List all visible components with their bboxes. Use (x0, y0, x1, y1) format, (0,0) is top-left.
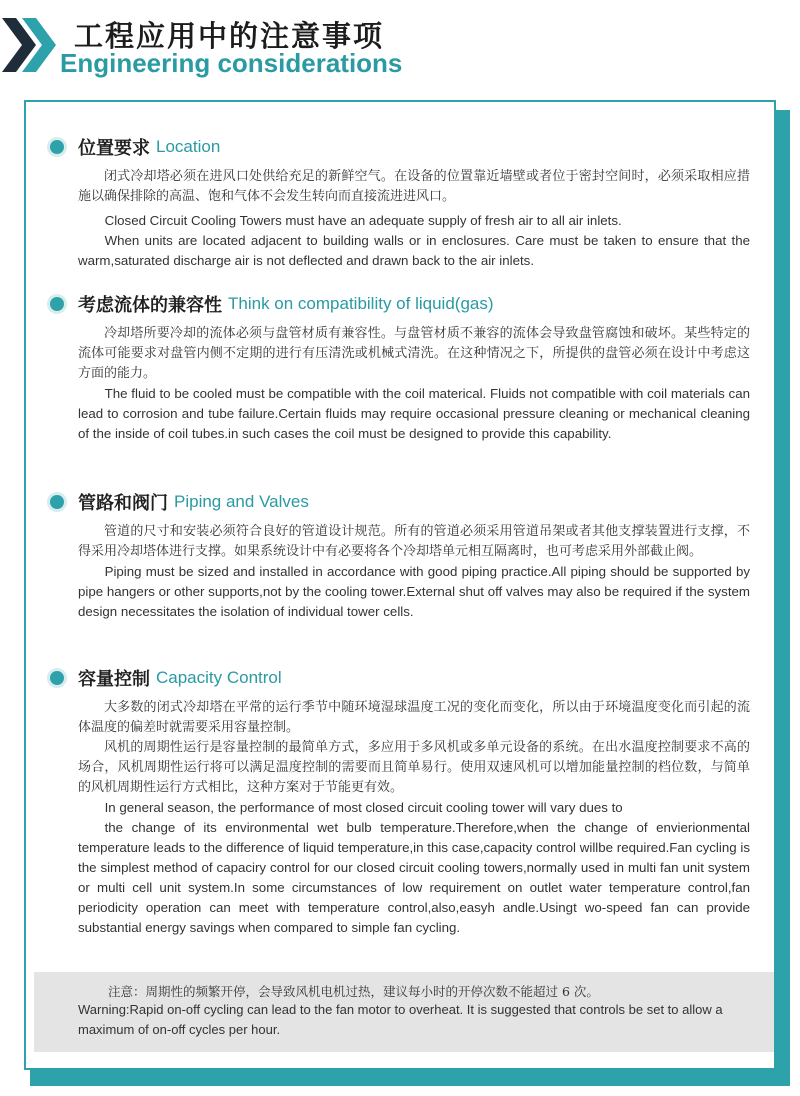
section-title-en: Capacity Control (156, 668, 282, 687)
paragraph-zh: 冷却塔所要冷却的流体必须与盘管材质有兼容性。与盘管材质不兼容的流体会导致盘管腐蚀和破坏。某些特定的流体可能要求对盘管内侧不定期的进行有压清洗或机械式清洗。在这种情况之下，所提供的盘管必须在设计中考虑这方面的能力。 (78, 326, 750, 381)
warning-note-en: Warning:Rapid on-off cycling can lead to the fan motor to overheat. It is suggested that controls be set to allow a maximum of on-off cycles per hour. (78, 1002, 723, 1037)
warning-note-zh: 注意：周期性的频繁开停，会导致风机电机过热，建议每小时的开停次数不能超过 6 次。 (108, 984, 599, 999)
double-chevron-icon (2, 18, 62, 72)
paragraph-zh: 管道的尺寸和安装必须符合良好的管道设计规范。所有的管道必须采用管道吊架或者其他支撑装置进行支撑，不得采用冷却塔体进行支撑。如果系统设计中有必要将各个冷却塔单元相互隔离时，也可考虑采用外部截止阀。 (78, 524, 750, 559)
section-capacity-control (50, 664, 750, 938)
paragraph-en: Piping must be sized and installed in accordance with good piping practice.All piping should be supported by pipe hangers or other supports,not by the cooling tower.External shut off valves may also be required if the system design necessitates the isolation of individual tower cells. (78, 564, 750, 619)
page-title-en: Engineering considerations (60, 48, 403, 78)
section-location (50, 133, 750, 271)
section-title-zh: 位置要求 (78, 138, 150, 159)
section-title-en: Location (156, 137, 221, 156)
paragraph-zh: 风机的周期性运行是容量控制的最简单方式，多应用于多风机或多单元设备的系统。在出水温度控制要求不高的场合，风机周期性运行将可以满足温度控制的需要而且简单易行。使用双速风机可以增加能量控制的档位数，与简单的风机周期性运行方式相比，这种方案对于节能更有效。 (78, 740, 750, 795)
paragraph-en: In general season, the performance of most closed circuit cooling tower will vary dues to (104, 800, 623, 815)
paragraph-zh: 闭式冷却塔必须在进风口处供给充足的新鲜空气。在设备的位置靠近墙壁或者位于密封空间时，必须采取相应措施以确保排除的高温、饱和气体不会发生转向而直接流进进风口。 (78, 169, 750, 204)
warning-note (34, 972, 774, 1052)
paragraph-zh: 大多数的闭式冷却塔在平常的运行季节中随环境湿球温度工况的变化而变化，所以由于环境温度变化而引起的流体温度的偏差时就需要采用容量控制。 (78, 700, 750, 735)
section-header (50, 290, 750, 318)
section-header (50, 488, 750, 516)
paragraph-en: Closed Circuit Cooling Towers must have an adequate supply of fresh air to all air inlets. (104, 213, 622, 228)
bullet-icon (50, 671, 64, 685)
paragraph-en: When units are located adjacent to building walls or in enclosures. Care must be taken to ensure that the warm,saturated discharge air is not deflected and drawn back to the air inlets. (78, 233, 750, 268)
section-title-en: Think on compatibility of liquid(gas) (228, 294, 494, 313)
section-compatibility (50, 290, 750, 444)
page-title-zh: 工程应用中的注意事项 (74, 19, 385, 53)
section-title-zh: 容量控制 (78, 669, 150, 690)
section-header (50, 664, 750, 692)
bullet-icon (50, 297, 64, 311)
section-title-en: Piping and Valves (174, 492, 309, 511)
section-piping (50, 488, 750, 622)
section-title-zh: 考虑流体的兼容性 (78, 295, 222, 316)
bullet-icon (50, 495, 64, 509)
section-header (50, 133, 750, 161)
paragraph-en: The fluid to be cooled must be compatible with the coil materical. Fluids not compatible with coil materials can lead to corrosion and tube failure.Certain fluids may require occasional pressure cleaning or mechanical cleaning of the inside of coil tubes.in such cases the coil must be designed to provide this capability. (78, 386, 750, 441)
paragraph-en: the change of its environmental wet bulb temperature.Therefore,when the change of envierionmental temperature leads to the difference of liquid temperature,in this case,capacity control willbe required.Fan cycling is the simplest method of capaciry control for our closed circuit cooling towers,normally used in multi fan unit system or multi cell unit system.In some circumstances of low requirement on outlet water temperature control,fan periodicity operation can meet with temperature control,also,easyh andle.Usingt wo-speed fan can provide substantial energy savings when compared to simple fan cycling. (78, 820, 750, 935)
section-title-zh: 管路和阀门 (78, 493, 168, 514)
bullet-icon (50, 140, 64, 154)
